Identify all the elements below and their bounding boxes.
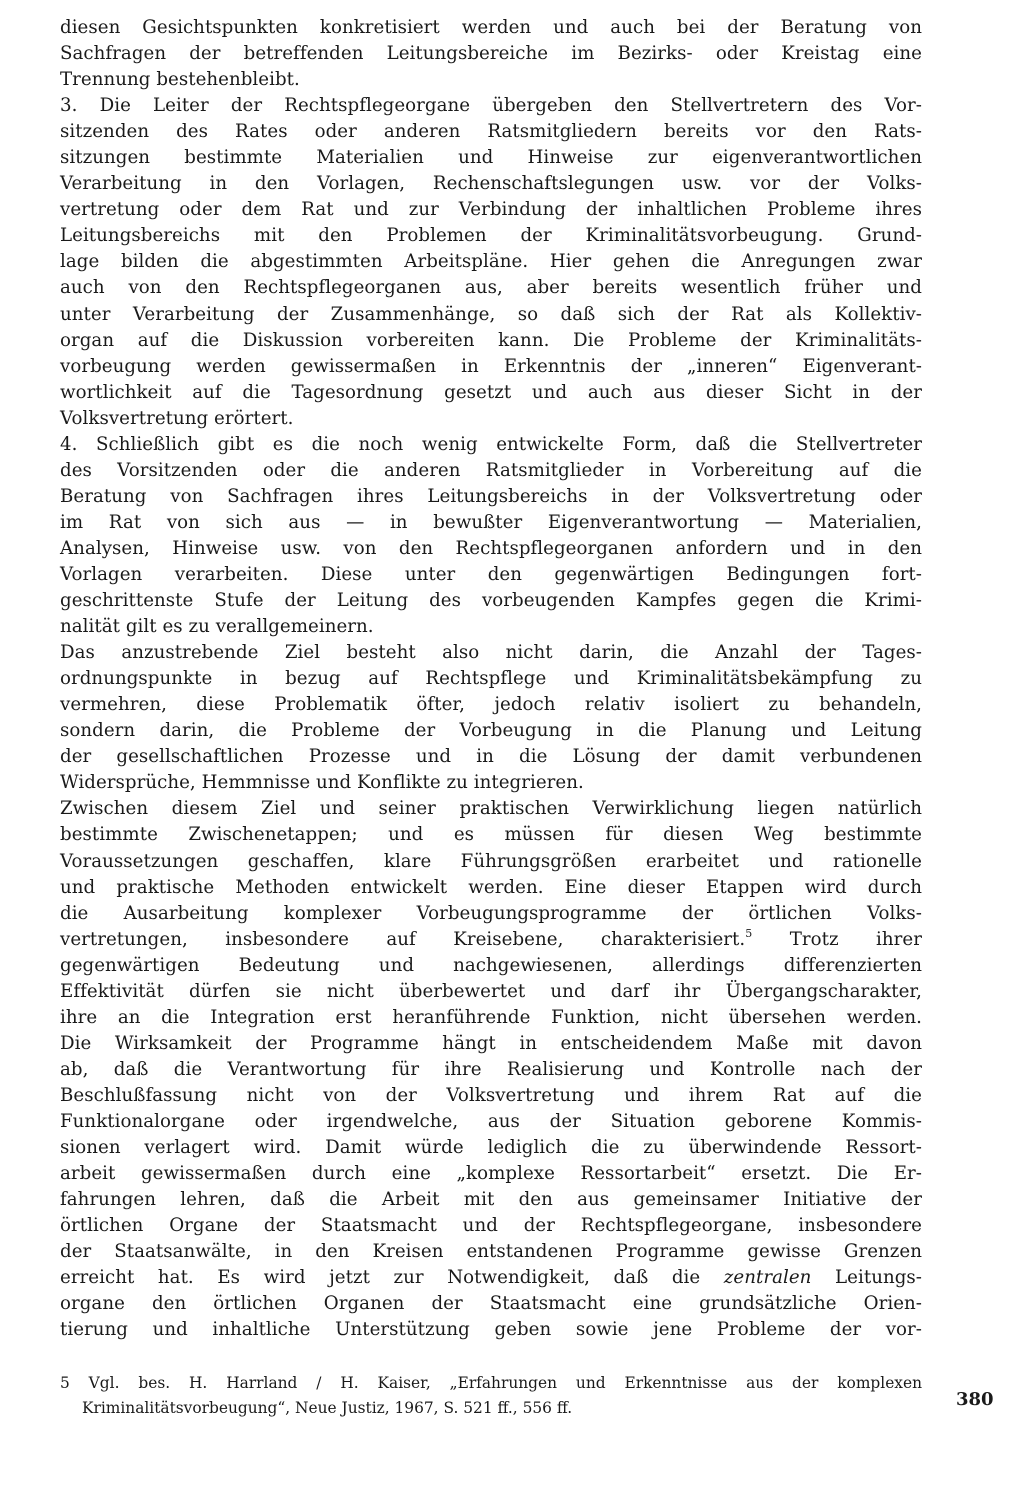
text-line-content: vertretungen, insbesondere auf Kreisebene, charakterisiert.	[60, 928, 746, 950]
text-line-content: Voraussetzungen geschaffen, klare Führungsgrößen erarbeitet und rationelle	[60, 850, 922, 872]
text-line	[60, 458, 922, 484]
text-line-content: Beschlußfassung nicht von der Volksvertretung und ihrem Rat auf die	[60, 1084, 922, 1106]
text-line-content: die Ausarbeitung komplexer Vorbeugungsprogramme der örtlichen Volks-	[60, 902, 922, 924]
text-line	[60, 614, 922, 640]
text-line-content: sondern darin, die Probleme der Vorbeugung in die Planung und Leitung	[60, 720, 922, 742]
text-line-content: wortlichkeit auf die Tagesordnung gesetzt und auch aus dieser Sicht in der	[60, 381, 922, 403]
text-line	[60, 302, 922, 328]
text-line-content: Verarbeitung in den Vorlagen, Rechenschaftslegungen usw. vor der Volks-	[60, 173, 922, 195]
text-line	[60, 849, 922, 875]
text-line-content: sionen verlagert wird. Damit würde lediglich die zu überwindende Ressort-	[60, 1137, 922, 1159]
text-line-content: nalität gilt es zu verallgemeinern.	[60, 616, 374, 638]
text-line	[60, 1265, 922, 1291]
text-line-content: Vorlagen verarbeiten. Diese unter den gegenwärtigen Bedingungen fort-	[60, 563, 922, 585]
text-line	[60, 1005, 922, 1031]
text-line-content: Sachfragen der betreffenden Leitungsbereiche im Bezirks- oder Kreistag eine	[60, 43, 922, 65]
text-line	[60, 770, 922, 796]
text-line-content: und praktische Methoden entwickelt werden. Eine dieser Etappen wird durch	[60, 876, 922, 898]
text-line	[60, 640, 922, 666]
text-line-content: Beratung von Sachfragen ihres Leitungsbereichs in der Volksvertretung oder	[60, 485, 922, 507]
text-line-content: Volksvertretung erörtert.	[60, 407, 294, 429]
text-line	[60, 953, 922, 979]
text-line	[60, 484, 922, 510]
footnotes	[60, 1371, 922, 1420]
text-line	[60, 119, 922, 145]
text-line-content: ihre an die Integration erst heranführende Funktion, nicht übersehen werden.	[60, 1006, 922, 1028]
text-line-content: lage bilden die abgestimmten Arbeitspläne. Hier gehen die Anregungen zwar	[60, 251, 922, 273]
text-line-content: 3. Die Leiter der Rechtspflegeorgane übergeben den Stellvertretern des Vor-	[60, 95, 922, 117]
text-line-content: bestimmte Zwischenetappen; und es müssen für diesen Weg bestimmte	[60, 824, 922, 846]
text-line-content: örtlichen Organe der Staatsmacht und der Rechtspflegeorgane, insbesondere	[60, 1215, 922, 1237]
text-line	[60, 1291, 922, 1317]
text-line	[60, 1109, 922, 1135]
text-line	[60, 1239, 922, 1265]
text-line-content: vermehren, diese Problematik öfter, jedoch relativ isoliert zu behandeln,	[60, 694, 922, 716]
text-line-content: Das anzustrebende Ziel besteht also nicht darin, die Anzahl der Tages-	[60, 642, 922, 664]
text-line	[60, 406, 922, 432]
text-line-content: sitzungen bestimmte Materialien und Hinweise zur eigenverantwortlichen	[60, 147, 922, 169]
text-line	[60, 510, 922, 536]
text-line-content: Zwischen diesem Ziel und seiner praktischen Verwirklichung liegen natürlich	[60, 798, 922, 820]
text-line	[60, 145, 922, 171]
text-line	[60, 1213, 922, 1239]
text-line-content: vorbeugung werden gewissermaßen in Erkenntnis der „inneren“ Eigenverant-	[60, 355, 922, 377]
text-line-content: tierung und inhaltliche Unterstützung geben sowie jene Probleme der vor-	[60, 1319, 922, 1341]
text-line-content: erreicht hat. Es wird jetzt zur Notwendigkeit, daß die	[60, 1267, 724, 1289]
text-line	[60, 67, 922, 93]
text-line-content: unter Verarbeitung der Zusammenhänge, so daß sich der Rat als Kollektiv-	[60, 303, 922, 325]
text-line-content: der gesellschaftlichen Prozesse und in die Lösung der damit verbundenen	[60, 746, 922, 768]
text-line	[60, 1317, 922, 1343]
text-line	[60, 875, 922, 901]
text-line-content: Leitungsbereichs mit den Problemen der Kriminalitätsvorbeugung. Grund-	[60, 225, 922, 247]
text-line-continuation: Leitungs-	[811, 1267, 922, 1289]
text-line	[60, 536, 922, 562]
text-line	[60, 927, 922, 953]
text-line	[60, 744, 922, 770]
text-line	[60, 718, 922, 744]
text-line-content: Analysen, Hinweise usw. von den Rechtspflegeorganen anfordern und in den	[60, 537, 922, 559]
text-line-content: gegenwärtigen Bedeutung und nachgewiesenen, allerdings differenzierten	[60, 954, 922, 976]
text-line-content: Widersprüche, Hemmnisse und Konflikte zu integrieren.	[60, 772, 584, 794]
text-line	[60, 1057, 922, 1083]
text-line	[60, 171, 922, 197]
text-line-content: organe den örtlichen Organen der Staatsmacht eine grundsätzliche Orien-	[60, 1293, 922, 1315]
text-line-content: arbeit gewissermaßen durch eine „komplexe Ressortarbeit“ ersetzt. Die Er-	[60, 1163, 922, 1185]
text-line	[60, 41, 922, 67]
text-line	[60, 666, 922, 692]
text-line-continuation: Trotz ihrer	[752, 928, 922, 950]
text-line	[60, 1031, 922, 1057]
text-line-content: fahrungen lehren, daß die Arbeit mit den aus gemeinsamer Initiative der	[60, 1189, 922, 1211]
footnote-line: 5 Vgl. bes. H. Harrland / H. Kaiser, „Erfahrungen und Erkenntnisse aus der komplexen	[60, 1374, 922, 1392]
text-line	[60, 692, 922, 718]
text-line	[60, 275, 922, 301]
text-line	[60, 249, 922, 275]
text-line	[60, 1187, 922, 1213]
page-number: 380	[956, 1389, 994, 1410]
text-line	[60, 1135, 922, 1161]
text-line-content: im Rat von sich aus — in bewußter Eigenverantwortung — Materialien,	[60, 511, 922, 533]
text-line	[60, 588, 922, 614]
footnote-line: Kriminalitätsvorbeugung“, Neue Justiz, 1967, S. 521 ff., 556 ff.	[82, 1398, 573, 1417]
footnote-reference: 5	[745, 926, 753, 940]
body-text	[60, 15, 922, 1343]
text-line-content: des Vorsitzenden oder die anderen Ratsmitglieder in Vorbereitung auf die	[60, 459, 922, 481]
text-line-content: ab, daß die Verantwortung für ihre Realisierung und Kontrolle nach der	[60, 1058, 922, 1080]
text-line	[60, 432, 922, 458]
text-line	[60, 796, 922, 822]
text-line-content: Trennung bestehenbleibt.	[60, 69, 300, 91]
text-line	[60, 562, 922, 588]
text-line	[60, 979, 922, 1005]
text-line-content: auch von den Rechtspflegeorganen aus, aber bereits wesentlich früher und	[60, 277, 922, 299]
text-line-content: der Staatsanwälte, in den Kreisen entstandenen Programme gewisse Grenzen	[60, 1241, 922, 1263]
text-line	[60, 901, 922, 927]
text-line	[60, 223, 922, 249]
text-line-content: geschrittenste Stufe der Leitung des vorbeugenden Kampfes gegen die Krimi-	[60, 590, 922, 612]
text-line-content: ordnungspunkte in bezug auf Rechtspflege und Kriminalitätsbekämpfung zu	[60, 668, 922, 690]
text-line	[60, 93, 922, 119]
text-line-content: diesen Gesichtspunkten konkretisiert werden und auch bei der Beratung von	[60, 17, 922, 38]
text-line	[60, 1083, 922, 1109]
text-line-content: Die Wirksamkeit der Programme hängt in entscheidendem Maße mit davon	[60, 1032, 922, 1054]
text-line-content: 4. Schließlich gibt es die noch wenig entwickelte Form, daß die Stellvertreter	[60, 433, 922, 455]
text-line-content: Funktionalorgane oder irgendwelche, aus der Situation geborene Kommis-	[60, 1110, 922, 1132]
text-line-content: vertretung oder dem Rat und zur Verbindung der inhaltlichen Probleme ihres	[60, 199, 922, 221]
text-line	[60, 197, 922, 223]
text-line	[60, 15, 922, 41]
text-line-content: sitzenden des Rates oder anderen Ratsmitgliedern bereits vor den Rats-	[60, 121, 922, 143]
text-line	[60, 822, 922, 848]
text-line	[60, 380, 922, 406]
text-line	[60, 328, 922, 354]
text-line	[60, 1161, 922, 1187]
text-line-content: organ auf die Diskussion vorbereiten kann. Die Probleme der Kriminalitäts-	[60, 329, 922, 351]
text-line-content: Effektivität dürfen sie nicht überbewertet und darf ihr Übergangscharakter,	[60, 980, 922, 1002]
emphasis-text: zentralen	[723, 1267, 812, 1289]
text-line	[60, 354, 922, 380]
